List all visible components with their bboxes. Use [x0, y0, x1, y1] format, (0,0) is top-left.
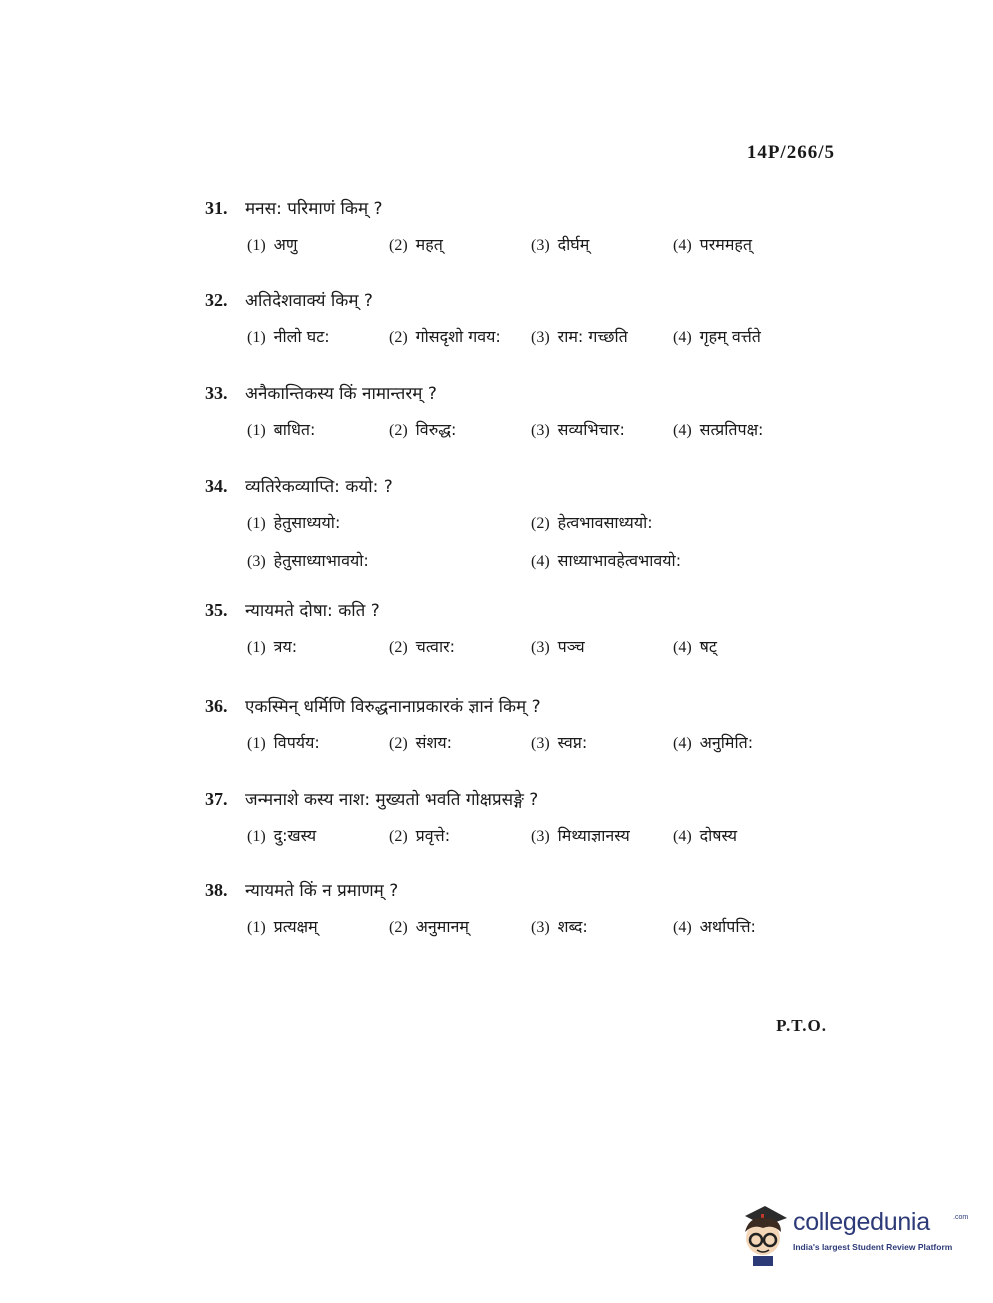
option-number: (4): [531, 553, 550, 570]
mascot-icon: [735, 1198, 793, 1268]
paper-code: 14P/266/5: [746, 142, 835, 163]
answer-option: [531, 549, 815, 571]
option-text: गृहम् वर्त्तते: [699, 327, 761, 346]
option-text: सत्प्रतिपक्ष:: [699, 420, 764, 439]
option-text: गोसदृशो गवय:: [415, 327, 501, 346]
option-number: (2): [389, 828, 408, 845]
option-text: नीलो घट:: [273, 327, 330, 346]
answer-option: [247, 824, 389, 846]
answer-option: [389, 731, 531, 753]
option-text: मिथ्याज्ञानस्य: [557, 826, 630, 845]
question-block: [205, 787, 845, 862]
option-number: (4): [673, 639, 692, 656]
question-text: अनैकान्तिकस्य किं नामान्तरम् ?: [245, 384, 437, 404]
question-text: व्यतिरेकव्याप्ति: कयो: ?: [245, 477, 393, 497]
question-block: [205, 694, 845, 769]
question-number: 31.: [205, 198, 228, 218]
answer-option: [531, 511, 815, 533]
answer-option: [247, 233, 389, 255]
option-number: (2): [389, 237, 408, 254]
answer-option: [247, 915, 389, 937]
option-number: (2): [531, 515, 550, 532]
question-text: न्यायमते दोषा: कति ?: [245, 601, 380, 621]
option-list: [247, 824, 845, 862]
option-text: षट्: [699, 637, 717, 656]
option-text: स्वप्न:: [557, 733, 588, 752]
answer-option: [673, 915, 815, 937]
answer-option: [389, 233, 531, 255]
question-block: [205, 474, 845, 587]
option-number: (1): [247, 828, 266, 845]
brand-tagline: India's largest Student Review Platform: [793, 1242, 953, 1252]
answer-option: [531, 418, 673, 440]
brand-name: collegedunia: [793, 1208, 930, 1236]
answer-option: [247, 549, 531, 571]
answer-option: [531, 824, 673, 846]
option-number: (4): [673, 237, 692, 254]
question-line: [205, 288, 845, 311]
option-list: [247, 915, 845, 953]
answer-option: [531, 731, 673, 753]
option-text: हेत्वभावसाध्ययो:: [557, 513, 653, 532]
question-text: जन्मनाशे कस्य नाश: मुख्यतो भवति गोक्षप्रसङ्गे ?: [245, 790, 539, 810]
option-list: [247, 325, 845, 363]
question-block: [205, 878, 845, 953]
option-text: हेतुसाध्याभावयो:: [273, 551, 369, 570]
option-number: (3): [531, 919, 550, 936]
option-text: बाधित:: [273, 420, 316, 439]
question-line: [205, 196, 845, 219]
question-text: एकस्मिन् धर्मिणि विरुद्धनानाप्रकारकं ज्ञानं किम् ?: [245, 697, 541, 717]
option-number: (1): [247, 329, 266, 346]
option-number: (3): [531, 735, 550, 752]
question-number: 36.: [205, 696, 228, 716]
option-list: [247, 233, 845, 271]
option-number: (2): [389, 422, 408, 439]
question-block: [205, 288, 845, 363]
option-number: (3): [531, 237, 550, 254]
option-text: महत्: [415, 235, 443, 254]
question-number: 37.: [205, 789, 228, 809]
option-number: (1): [247, 735, 266, 752]
option-text: हेतुसाध्ययो:: [273, 513, 341, 532]
option-number: (3): [531, 828, 550, 845]
option-text: संशय:: [415, 733, 453, 752]
option-list: [247, 731, 845, 769]
question-block: [205, 381, 845, 456]
option-text: विरुद्ध:: [415, 420, 457, 439]
answer-option: [389, 635, 531, 657]
answer-option: [531, 635, 673, 657]
question-block: [205, 598, 845, 673]
answer-option: [247, 511, 531, 533]
option-text: सव्यभिचार:: [557, 420, 625, 439]
answer-option: [673, 325, 815, 347]
option-number: (1): [247, 639, 266, 656]
answer-option: [389, 915, 531, 937]
pto-label: P.T.O.: [776, 1016, 827, 1035]
option-number: (1): [247, 422, 266, 439]
answer-option: [389, 824, 531, 846]
brand-logo[interactable]: [735, 1198, 969, 1268]
answer-option: [247, 325, 389, 347]
answer-option: [673, 233, 815, 255]
question-line: [205, 381, 845, 404]
answer-option: [673, 635, 815, 657]
brand-domain: .com: [953, 1214, 969, 1221]
question-number: 35.: [205, 600, 228, 620]
option-number: (3): [247, 553, 266, 570]
option-text: दु:खस्य: [273, 826, 317, 845]
answer-option: [531, 325, 673, 347]
option-number: (4): [673, 735, 692, 752]
option-number: (3): [531, 639, 550, 656]
question-line: [205, 598, 845, 621]
option-number: (4): [673, 422, 692, 439]
option-number: (4): [673, 329, 692, 346]
option-text: अर्थापत्ति:: [699, 917, 756, 936]
option-number: (3): [531, 422, 550, 439]
option-list: [247, 511, 845, 587]
question-number: 33.: [205, 383, 228, 403]
option-text: प्रवृत्ते:: [415, 826, 451, 845]
option-text: अनुमानम्: [415, 917, 469, 936]
question-text: मनस: परिमाणं किम् ?: [245, 199, 383, 219]
answer-option: [673, 824, 815, 846]
option-text: शब्द:: [557, 917, 588, 936]
answer-option: [673, 731, 815, 753]
option-list: [247, 635, 845, 673]
question-number: 32.: [205, 290, 228, 310]
option-number: (2): [389, 329, 408, 346]
option-number: (4): [673, 828, 692, 845]
answer-option: [247, 731, 389, 753]
question-line: [205, 787, 845, 810]
option-text: अनुमिति:: [699, 733, 754, 752]
question-number: 38.: [205, 880, 228, 900]
option-text: विपर्यय:: [273, 733, 320, 752]
answer-option: [673, 418, 815, 440]
answer-option: [247, 635, 389, 657]
answer-option: [247, 418, 389, 440]
option-number: (2): [389, 735, 408, 752]
option-text: त्रय:: [273, 637, 298, 656]
option-number: (1): [247, 515, 266, 532]
answer-option: [531, 233, 673, 255]
answer-option: [531, 915, 673, 937]
answer-option: [389, 418, 531, 440]
option-number: (2): [389, 919, 408, 936]
option-text: चत्वार:: [415, 637, 456, 656]
option-text: अणु: [273, 235, 298, 254]
option-text: परममहत्: [699, 235, 753, 254]
option-number: (3): [531, 329, 550, 346]
option-text: दोषस्य: [699, 826, 738, 845]
question-number: 34.: [205, 476, 228, 496]
option-text: साध्याभावहेत्वभावयो:: [557, 551, 682, 570]
option-list: [247, 418, 845, 456]
option-text: राम: गच्छति: [557, 327, 628, 346]
option-number: (1): [247, 919, 266, 936]
option-number: (2): [389, 639, 408, 656]
option-number: (4): [673, 919, 692, 936]
option-text: प्रत्यक्षम्: [273, 917, 318, 936]
option-text: दीर्घम्: [557, 235, 590, 254]
question-line: [205, 694, 845, 717]
option-number: (1): [247, 237, 266, 254]
answer-option: [389, 325, 531, 347]
question-text: अतिदेशवाक्यं किम् ?: [245, 291, 373, 311]
question-text: न्यायमते किं न प्रमाणम् ?: [245, 881, 399, 901]
option-text: पञ्च: [557, 637, 585, 656]
question-line: [205, 878, 845, 901]
question-line: [205, 474, 845, 497]
question-block: [205, 196, 845, 271]
